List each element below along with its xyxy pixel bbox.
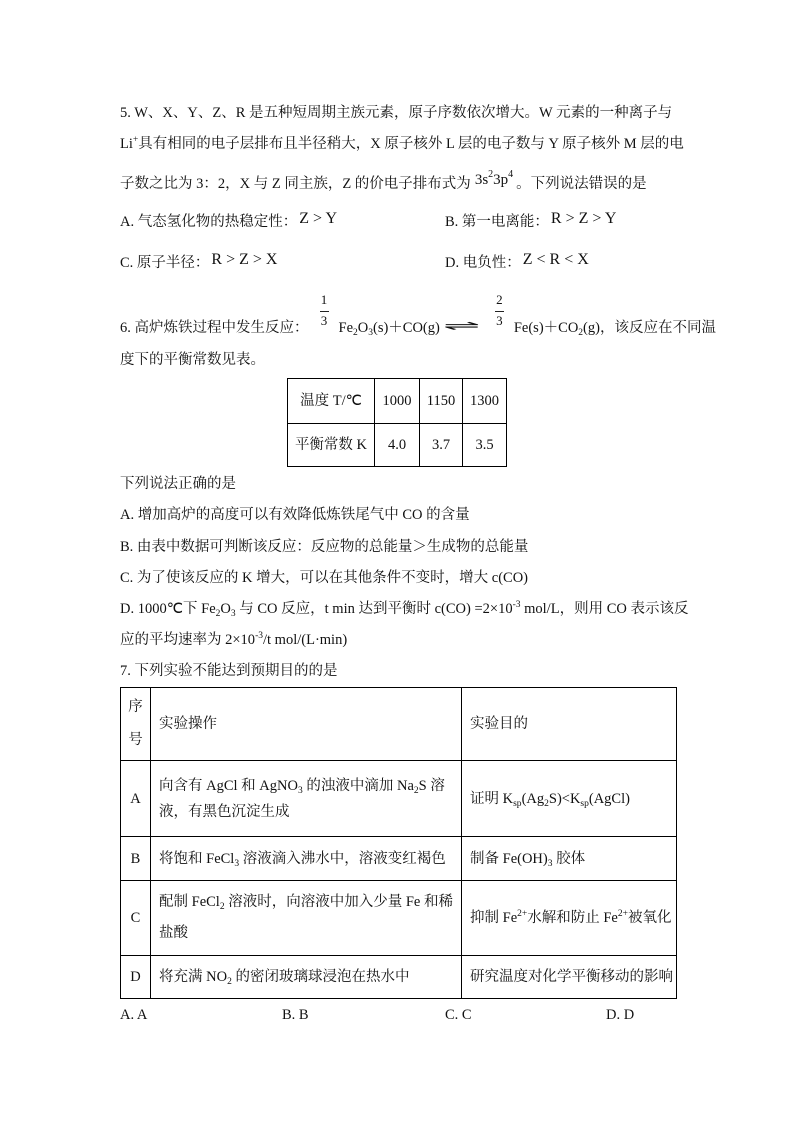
text-run: 的浊液中滴加 Na: [302, 777, 414, 794]
answer-choice-d: D. D: [606, 1007, 635, 1023]
cell-text-line: [159, 799, 461, 825]
text-run: 3s: [474, 172, 489, 188]
option-text: B. 第一电离能：: [445, 214, 549, 230]
fraction-denominator: 3: [496, 313, 503, 328]
text-run: 水解和防止 Fe: [527, 910, 618, 926]
reactants-formula: [339, 320, 440, 336]
table-cell: 1300: [463, 379, 507, 424]
operation-cell: [151, 837, 462, 881]
q6-stem-line-1: [120, 292, 716, 339]
cell-text-line: [159, 849, 461, 869]
option-text: C. 原子半径：: [120, 255, 210, 271]
cell-text-line: [159, 773, 461, 799]
subscript: 2: [544, 798, 549, 809]
text-run: 抑制 Fe: [470, 910, 518, 926]
text-run: O: [357, 320, 369, 336]
q5-option-c: [120, 253, 277, 273]
subscript: sp: [513, 798, 522, 809]
subscript: 3: [547, 858, 553, 869]
option-formula: R > Z > X: [211, 251, 278, 268]
table-row: [121, 956, 677, 999]
table-row: [121, 837, 677, 881]
text-run: (g)，该反应在不同温: [583, 320, 716, 336]
superscript: +: [132, 135, 139, 145]
fraction-bar: [495, 311, 504, 312]
row-label: C: [121, 881, 151, 956]
q5-stem-line-3-end: 。下列说法错误的是: [516, 176, 647, 192]
answer-choice-c: C. C: [445, 1007, 472, 1023]
cell-text-line: [470, 908, 676, 928]
table-cell: 1150: [420, 379, 463, 424]
text-run: (Ag: [521, 790, 545, 807]
text-run: 具有相同的电子层排布且半径稍大，X 原子核外 L 层的电子数与 Y 原子核外 M 层的电: [138, 136, 684, 152]
equilibrium-constant-table: [287, 378, 507, 467]
subscript: 2: [353, 328, 358, 338]
fraction-denominator: 3: [320, 313, 328, 328]
option-formula: R > Z > Y: [550, 210, 617, 227]
subscript: 2: [215, 609, 221, 619]
table-cell: 温度 T/℃: [288, 379, 375, 424]
goal-cell: [462, 837, 677, 881]
option-formula: Z < R < X: [522, 251, 589, 268]
text-run: 盐酸: [159, 925, 188, 941]
goal-cell: [462, 881, 677, 956]
cell-text-line: [159, 887, 461, 918]
text-run: 应的平均速率为 2×10: [120, 632, 256, 648]
cell-text-line: [159, 918, 461, 949]
superscript: 2+: [517, 909, 528, 919]
text-run: D. 1000℃下 Fe: [120, 601, 216, 617]
text-run: 胶体: [552, 850, 586, 867]
superscript: -3: [512, 600, 521, 610]
header-cell-operation: 实验操作: [151, 688, 462, 761]
header-char: 序: [128, 699, 143, 715]
superscript: 4: [508, 169, 514, 180]
text-run: mol/L，则用 CO 表示该反: [520, 601, 689, 617]
table-cell: 3.5: [463, 424, 507, 467]
subscript: 3: [234, 858, 240, 869]
fraction-one-third: [320, 292, 329, 332]
operation-cell: [151, 956, 462, 999]
q5-stem-line-3: [120, 169, 647, 194]
q5-stem-line-1: 5. W、X、Y、Z、R 是五种短周期主族元素，原子序数依次增大。W 元素的一种离子与: [120, 105, 673, 121]
q5-option-b: [445, 212, 616, 232]
text-run: 溶液滴入沸水中，溶液变红褐色: [239, 850, 446, 867]
q6-option-a: A. 增加高炉的高度可以有效降低炼铁尾气中 CO 的含量: [120, 507, 470, 523]
superscript: 2+: [617, 909, 628, 919]
subscript: 3: [230, 609, 236, 619]
text-run: Fe: [338, 320, 353, 336]
answer-choice-b: B. B: [282, 1007, 309, 1023]
text-run: O: [220, 601, 231, 617]
q6-stem-text: 6. 高炉炼铁过程中发生反应：: [120, 320, 309, 336]
table-row-temperature: [288, 379, 507, 424]
cell-text-line: [470, 849, 676, 869]
table-row-constant: [288, 424, 507, 467]
table-row: [121, 881, 677, 956]
text-run: 与 CO 反应，t min 达到平衡时 c(CO) =2×10: [235, 601, 513, 617]
answer-choice-a: A. A: [120, 1007, 148, 1023]
operation-cell: [151, 761, 462, 837]
text-run: 制备 Fe(OH): [470, 850, 548, 867]
superscript: 2: [488, 169, 494, 180]
table-header-row: [121, 688, 677, 761]
fraction-numerator: 1: [320, 292, 328, 307]
goal-cell: [462, 761, 677, 837]
fraction-two-thirds: [495, 292, 504, 332]
header-cell-number: [121, 688, 151, 761]
option-text: A. 气态氢化物的热稳定性：: [120, 214, 298, 230]
text-run: 配制 FeCl: [159, 894, 220, 910]
text-run: 3p: [493, 172, 509, 188]
q6-option-d-line-1: [120, 599, 688, 619]
subscript: 2: [219, 902, 225, 912]
fraction-bar: [320, 311, 329, 312]
text-run: 向含有 AgCl 和 AgNO: [159, 777, 298, 794]
cell-text-line: [470, 789, 676, 809]
option-formula: Z > Y: [299, 210, 337, 227]
table-cell: 4.0: [375, 424, 420, 467]
text-run: 研究温度对化学平衡移动的影响: [470, 969, 673, 985]
operation-cell: [151, 881, 462, 956]
text-run: Fe(s)＋CO: [513, 320, 579, 336]
text-run: 液，有黑色沉淀生成: [159, 803, 290, 820]
text-run: (s)＋CO(g): [372, 320, 440, 336]
subscript: 2: [578, 328, 584, 338]
valence-electron-configuration: [474, 169, 514, 188]
q5-stem-line-3-text: 子数之比为 3：2，X 与 Z 同主族，Z 的价电子排布式为: [120, 176, 471, 192]
cell-text-line: [159, 967, 461, 987]
subscript: 2: [227, 977, 232, 987]
q5-option-d: [445, 253, 589, 273]
superscript: -3: [255, 631, 263, 641]
subscript: 3: [368, 328, 373, 338]
table-row: [121, 761, 677, 837]
q5-stem-line-2: [120, 134, 684, 154]
table-cell: 3.7: [420, 424, 463, 467]
subscript: 3: [297, 785, 303, 796]
text-run: (AgCl): [588, 790, 630, 807]
table-cell: 平衡常数 K: [288, 424, 375, 467]
q6-stem-line-2: 度下的平衡常数见表。: [120, 352, 265, 368]
row-label: D: [121, 956, 151, 999]
text-run: Li: [120, 136, 133, 152]
row-label: A: [121, 761, 151, 837]
text-run: 证明 K: [470, 790, 514, 807]
text-run: 的密闭玻璃球浸泡在热水中: [231, 969, 410, 985]
goal-cell: [462, 956, 677, 999]
products-formula: [514, 320, 716, 336]
q7-stem: 7. 下列实验不能达到预期目的的是: [120, 663, 338, 679]
text-run: 将饱和 FeCl: [159, 850, 235, 867]
q6-prompt: 下列说法正确的是: [120, 476, 236, 492]
cell-text-line: [470, 967, 676, 987]
q6-option-d-line-2: [120, 630, 347, 650]
row-label: B: [121, 837, 151, 881]
equilibrium-arrow: ⇌: [443, 319, 481, 334]
text-run: S)<K: [548, 790, 581, 807]
experiment-table: [120, 687, 677, 999]
subscript: sp: [580, 798, 589, 809]
text-run: S 溶: [418, 777, 445, 794]
q6-option-c: C. 为了使该反应的 K 增大，可以在其他条件不变时，增大 c(CO): [120, 570, 529, 586]
text-run: 将充满 NO: [159, 969, 228, 985]
table-cell: 1000: [375, 379, 420, 424]
option-text: D. 电负性：: [445, 255, 521, 271]
subscript: 2: [413, 785, 419, 796]
fraction-numerator: 2: [496, 292, 503, 307]
q6-option-b: B. 由表中数据可判断该反应：反应物的总能量＞生成物的总能量: [120, 539, 529, 555]
header-char: 号: [128, 732, 143, 748]
header-cell-goal: 实验目的: [462, 688, 677, 761]
q5-option-a: [120, 212, 337, 232]
text-run: 被氧化: [627, 910, 672, 926]
text-run: /t mol/(L·min): [262, 632, 348, 648]
text-run: 溶液时，向溶液中加入少量 Fe 和稀: [224, 894, 453, 910]
